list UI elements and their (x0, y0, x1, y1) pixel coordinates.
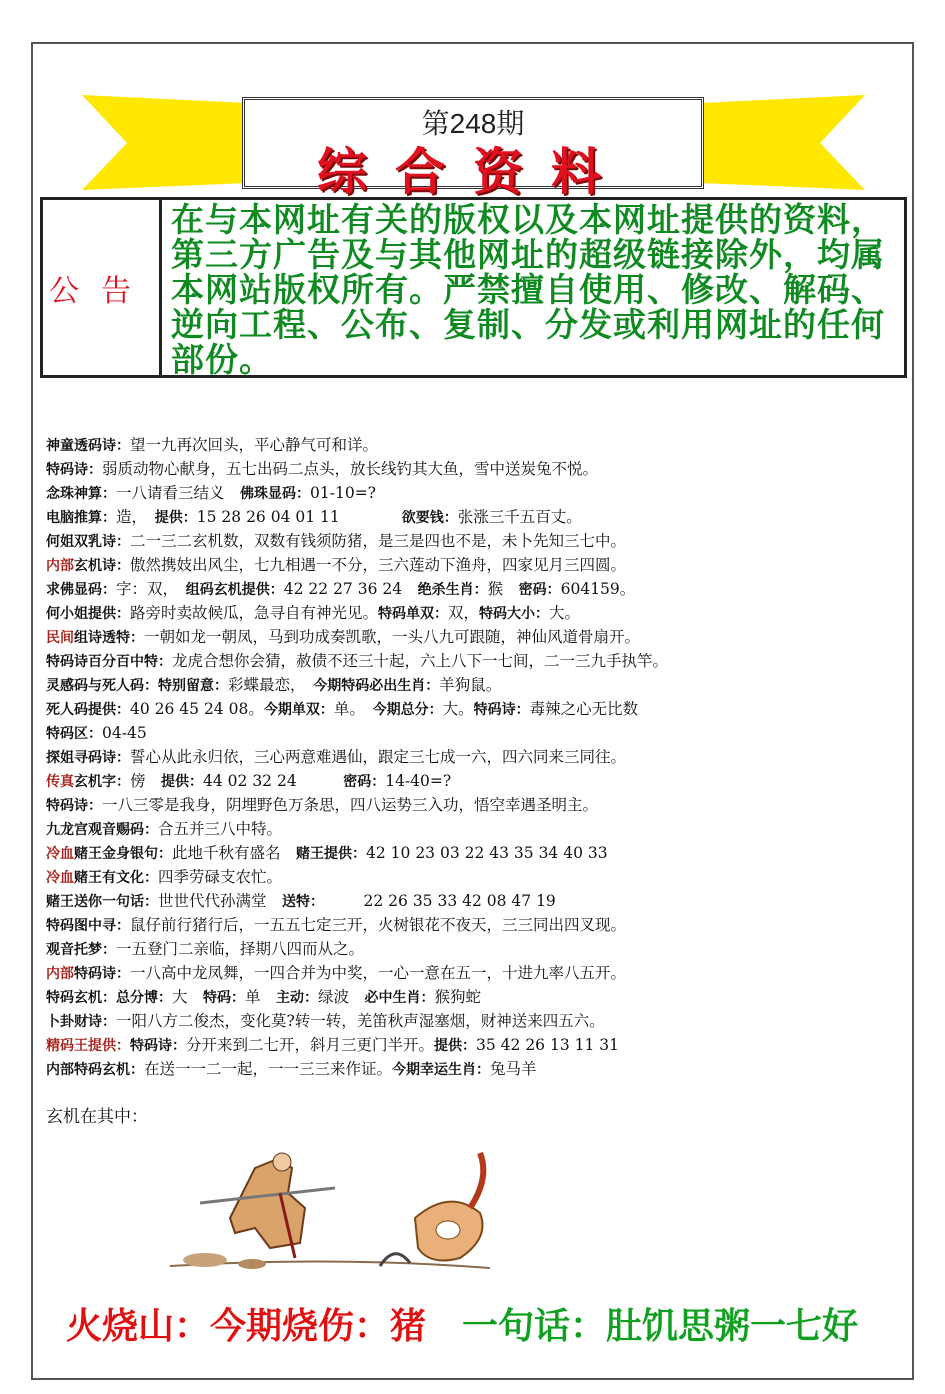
content-line (46, 433, 906, 457)
line-label: 提供： (154, 510, 197, 526)
line-label: 特码大小： (479, 606, 550, 622)
title-banner (242, 97, 704, 201)
issue-number: 第248期 (421, 108, 525, 139)
right-banner-ribbon (700, 95, 865, 190)
line-text: 字：双， (116, 580, 186, 598)
line-label: 佛珠显码： (240, 486, 311, 502)
line-label: 探姐寻码诗： (46, 750, 130, 766)
content-line (46, 601, 906, 625)
line-label: 特码诗： (46, 462, 102, 478)
line-label: 死人码提供： (46, 702, 130, 718)
line-text: 大。 (442, 700, 474, 718)
content-line (46, 985, 906, 1009)
line-label: 精码王提供： (46, 1038, 130, 1054)
content-line (46, 553, 906, 577)
content-line (46, 481, 906, 505)
line-label: 特码诗百分百中特： (46, 654, 172, 670)
line-text: 大 (172, 988, 204, 1006)
content-line (46, 1057, 906, 1081)
line-text: 604159。 (560, 580, 636, 598)
line-text: 弱质动物心献身，五七出码二点头，放长线钓其大鱼，雪中送炭兔不悦。 (102, 460, 599, 478)
page-title: 综合资料 (317, 142, 629, 201)
line-label: 赌王送你一句话： (46, 894, 158, 910)
line-text: 二一三二玄机数，双数有钱须防猪，是三是四也不是，未卜先知三七中。 (130, 532, 627, 550)
line-text: 35 42 26 13 11 31 (476, 1036, 619, 1054)
line-text: 合五并三八中特。 (158, 820, 283, 838)
line-label: 今期特码必出生肖： (313, 678, 440, 694)
line-text: 兔马羊 (490, 1060, 537, 1078)
line-label: 卜卦财诗： (46, 1014, 116, 1030)
line-label: 绝杀生肖： (417, 582, 488, 598)
line-text: 猴 (487, 580, 519, 598)
content-line (46, 745, 906, 769)
content-line (46, 1033, 906, 1057)
line-text: 单 (245, 988, 277, 1006)
line-label: 特码单双： (378, 606, 449, 622)
line-label: 主动： (276, 990, 319, 1006)
line-text: 一朝如龙一朝凤，马到功成奏凯歌，一头八九可跟随，神仙风道骨扇开。 (144, 628, 641, 646)
line-label: 赌王提供： (296, 846, 367, 862)
line-label: 观音托梦： (46, 942, 116, 958)
line-label: 组码玄机提供： (185, 582, 284, 598)
content-line (46, 625, 906, 649)
line-label: 必中生肖： (364, 990, 435, 1006)
notice-box (40, 197, 907, 378)
footer-part-2: 一句话：肚饥思粥一七好 (462, 1305, 859, 1347)
content-lines (46, 433, 906, 1081)
line-text: 傲然携妓出风尘，七九相遇一不分，三六莲动下渔舟，四家见月三四圆。 (130, 556, 627, 574)
line-label: 神童透码诗： (46, 438, 130, 454)
line-label: 特码图中寻： (46, 918, 130, 934)
line-text: 傍 (130, 772, 162, 790)
line-label: 总分博： (116, 990, 172, 1006)
line-text: 望一九再次回头，平心静气可和详。 (130, 436, 379, 454)
content-line (46, 865, 906, 889)
line-label: 今期幸运生肖： (392, 1062, 491, 1078)
line-text: 42 22 27 36 24 (283, 580, 418, 598)
line-label: 电脑推算： (46, 510, 116, 526)
notice-text: 在与本网址有关的版权以及本网址提供的资料，第三方广告及与其他网址的超级链接除外，均属本网站版权所有。严禁擅自使用、修改、解码、逆向工程、公布、复制、分发或利用网址的任何部份。 (171, 200, 885, 379)
line-text: 路旁时卖故候瓜，急寻自有神光见。 (130, 604, 379, 622)
line-text: 一八高中龙凤舞，一四合并为中奖，一心一意在五一，十进九率八五开。 (130, 964, 627, 982)
line-text: 44 02 32 24 (203, 772, 344, 790)
line-label: 密码： (343, 774, 386, 790)
line-text: 绿波 (318, 988, 365, 1006)
line-text: 42 10 23 03 22 43 35 34 40 33 (366, 844, 608, 862)
content-line (46, 577, 906, 601)
line-label: 九龙宫观音赐码： (46, 822, 158, 838)
line-label: 赌王有文化： (74, 870, 158, 886)
content-line (46, 649, 906, 673)
content-line (46, 505, 906, 529)
line-text: 毒辣之心无比数 (529, 700, 639, 718)
content-line (46, 529, 906, 553)
content-line (46, 697, 906, 721)
line-label: 内部 (46, 966, 74, 982)
line-text: 此地千秋有盛名 (172, 844, 297, 862)
line-text: 一八三零是我身，阴埋野色万条思，四八运势三入功，悟空幸遇圣明主。 (102, 796, 599, 814)
line-label: 玄机诗： (74, 558, 130, 574)
line-label: 何姐双乳诗： (46, 534, 130, 550)
line-text: 彩蝶最恋， (228, 676, 314, 694)
line-label: 冷血 (46, 870, 74, 886)
content-line (46, 817, 906, 841)
content-line (46, 937, 906, 961)
line-text: 羊狗鼠。 (439, 676, 502, 694)
line-label: 特别留意： (158, 678, 228, 694)
line-label: 玄机字： (74, 774, 130, 790)
content-line (46, 721, 906, 745)
line-text: 大。 (549, 604, 581, 622)
left-banner-ribbon (82, 95, 247, 190)
line-text: 22 26 35 33 42 08 47 19 (317, 892, 556, 910)
line-label: 密码： (518, 582, 561, 598)
swordsman-illustration (160, 1148, 505, 1278)
content-line (46, 793, 906, 817)
line-text: 15 28 26 04 01 11 (196, 508, 402, 526)
line-label: 特码诗： (46, 798, 102, 814)
line-label: 今期单双： (263, 702, 334, 718)
line-label: 求佛显码： (46, 582, 116, 598)
footer-part-1: 火烧山：今期烧伤：猪 (66, 1305, 427, 1347)
line-label: 特码玄机： (46, 990, 116, 1006)
line-label: 传真 (46, 774, 74, 790)
line-label: 送特： (282, 894, 318, 910)
line-text: 一八请看三结义 (116, 484, 241, 502)
line-text: 造， (116, 508, 155, 526)
line-text: 一五登门二亲临，择期八四而从之。 (116, 940, 365, 958)
line-label: 内部 (46, 558, 74, 574)
line-text: 14-40=? (385, 772, 452, 790)
content-line (46, 889, 906, 913)
final-line: 玄机在其中： (46, 1107, 148, 1127)
line-label: 灵感码与死人码： (46, 678, 158, 694)
line-text: 世世代代孙满堂 (158, 892, 283, 910)
footer-slogan (66, 1298, 858, 1349)
line-text: 猴狗蛇 (434, 988, 482, 1006)
line-text: 誓心从此永归依，三心两意难遇仙，跟定三七成一六，四六同来三同往。 (130, 748, 627, 766)
line-label: 特码区： (46, 726, 102, 742)
line-text: 四季劳碌支农忙。 (158, 868, 283, 886)
content-line (46, 769, 906, 793)
content-line (46, 913, 906, 937)
line-label: 何小姐提供： (46, 606, 130, 622)
line-label: 今期总分： (372, 702, 443, 718)
content-line (46, 961, 906, 985)
line-text: 张涨三千五百丈。 (457, 508, 582, 526)
line-label: 念珠神算： (46, 486, 116, 502)
line-label: 提供： (161, 774, 204, 790)
line-text: 40 26 45 24 08。 (130, 700, 264, 718)
line-label: 提供： (434, 1038, 477, 1054)
line-label: 特码诗： (473, 702, 530, 718)
line-label: 特码： (203, 990, 246, 1006)
line-label: 特码诗： (74, 966, 130, 982)
line-text: 双， (448, 604, 480, 622)
line-text: 01-10=? (310, 484, 376, 502)
line-label: 特码诗： (130, 1038, 186, 1054)
line-label: 赌王金身银句： (74, 846, 172, 862)
line-label: 内部特码玄机： (46, 1062, 144, 1078)
line-text: 04-45 (102, 724, 147, 742)
line-label: 组诗透特： (74, 630, 144, 646)
line-text: 鼠仔前行猪行后，一五五七定三开，火树银花不夜天，三三同出四叉现。 (130, 916, 627, 934)
line-label: 欲要钱： (401, 510, 458, 526)
line-text: 龙虎合想你会猜，赦债不还三十起，六上八下一七间，二一三九手执竿。 (172, 652, 669, 670)
content-line (46, 673, 906, 697)
content-line (46, 1009, 906, 1033)
line-text: 单。 (333, 700, 373, 718)
line-text: 在送一一二一起，一一三三来作证。 (144, 1060, 393, 1078)
content-line (46, 457, 906, 481)
notice-label: 公告 (43, 200, 162, 375)
line-label: 冷血 (46, 846, 74, 862)
line-label: 民间 (46, 630, 74, 646)
content-line (46, 841, 906, 865)
line-text: 一阳八方二俊杰，变化莫?转一转，羌笛秋声湿塞烟，财神送来四五六。 (116, 1012, 605, 1030)
line-text: 分开来到二七开，斜月三更门半开。 (186, 1036, 435, 1054)
